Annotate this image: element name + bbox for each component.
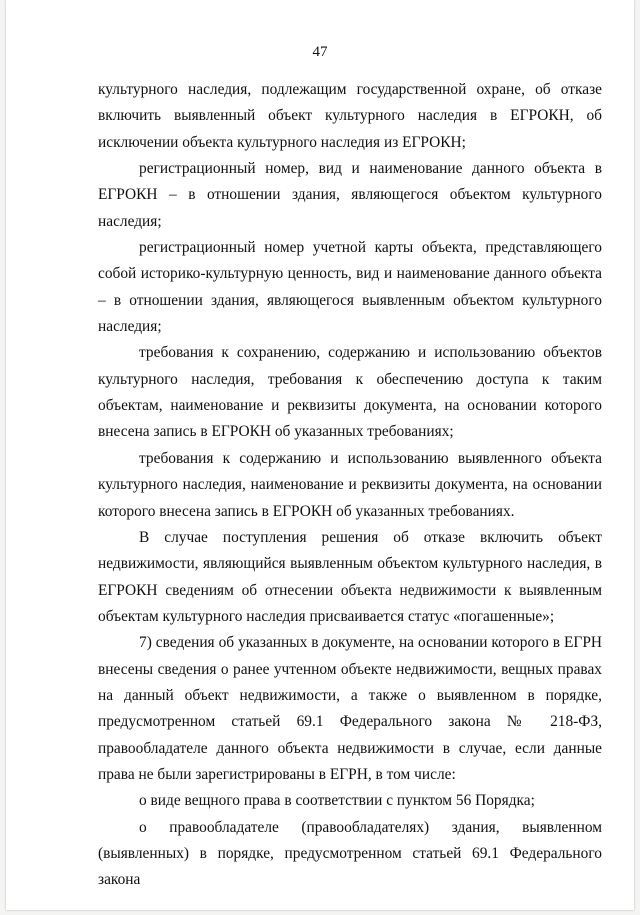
paragraph-9: о правообладателе (правообладателях) здания, выявленном (выявленных) в порядке, предусмотренном статьей 69.1 Федерального закона: [98, 818, 602, 889]
paragraph-8: о виде вещного права в соответствии с пунктом 56 Порядка;: [139, 792, 535, 810]
page-number: 47: [312, 44, 328, 60]
paragraph-4: требования к сохранению, содержанию и использованию объектов культурного наследия, требования к обеспечению доступа к таким объектам, наименование и реквизиты документа, на основании которого внесена запись в ЕГРОКН об указанных требованиях;: [98, 344, 602, 441]
paragraph-2: регистрационный номер, вид и наименование данного объекта в ЕГРОКН – в отношении здания, являющегося объектом культурного наследия;: [98, 160, 602, 230]
document-page: [6, 0, 634, 910]
body-text: [98, 77, 602, 894]
paragraph-3: регистрационный номер учетной карты объекта, представляющего собой историко-культурную ценность, вид и наименование данного объекта – в отношении здания, являющегося выявленным объектом культурного наследия;: [98, 239, 602, 336]
paragraph-5: требования к содержанию и использованию выявленного объекта культурного наследия, наименование и реквизиты документа, на основании которого внесена запись в ЕГРОКН об указанных требованиях.: [98, 449, 602, 520]
paragraph-7: 7) сведения об указанных в документе, на основании которого в ЕГРН внесены сведения о ранее учтенном объекте недвижимости, вещных правах на данный объект недвижимости, а также о выявленном в порядке, предусмотренном статьей 69.1 Федерального закона № 218-ФЗ, правообладателе данного объекта недвижимости в случае, если данные права не были зарегистрированы в ЕГРН, в том числе:: [98, 634, 602, 783]
paragraph-1: культурного наследия, подлежащим государственной охране, об отказе включить выявленный объект культурного наследия в ЕГРОКН, об исключении объекта культурного наследия из ЕГРОКН;: [98, 81, 602, 151]
paragraph-6: В случае поступления решения об отказе включить объект недвижимости, являющийся выявленным объектом культурного наследия, в ЕГРОКН сведениям об отнесении объекта недвижимости к выявленным объектам культурного наследия присваивается статус «погашенные»;: [98, 528, 602, 625]
